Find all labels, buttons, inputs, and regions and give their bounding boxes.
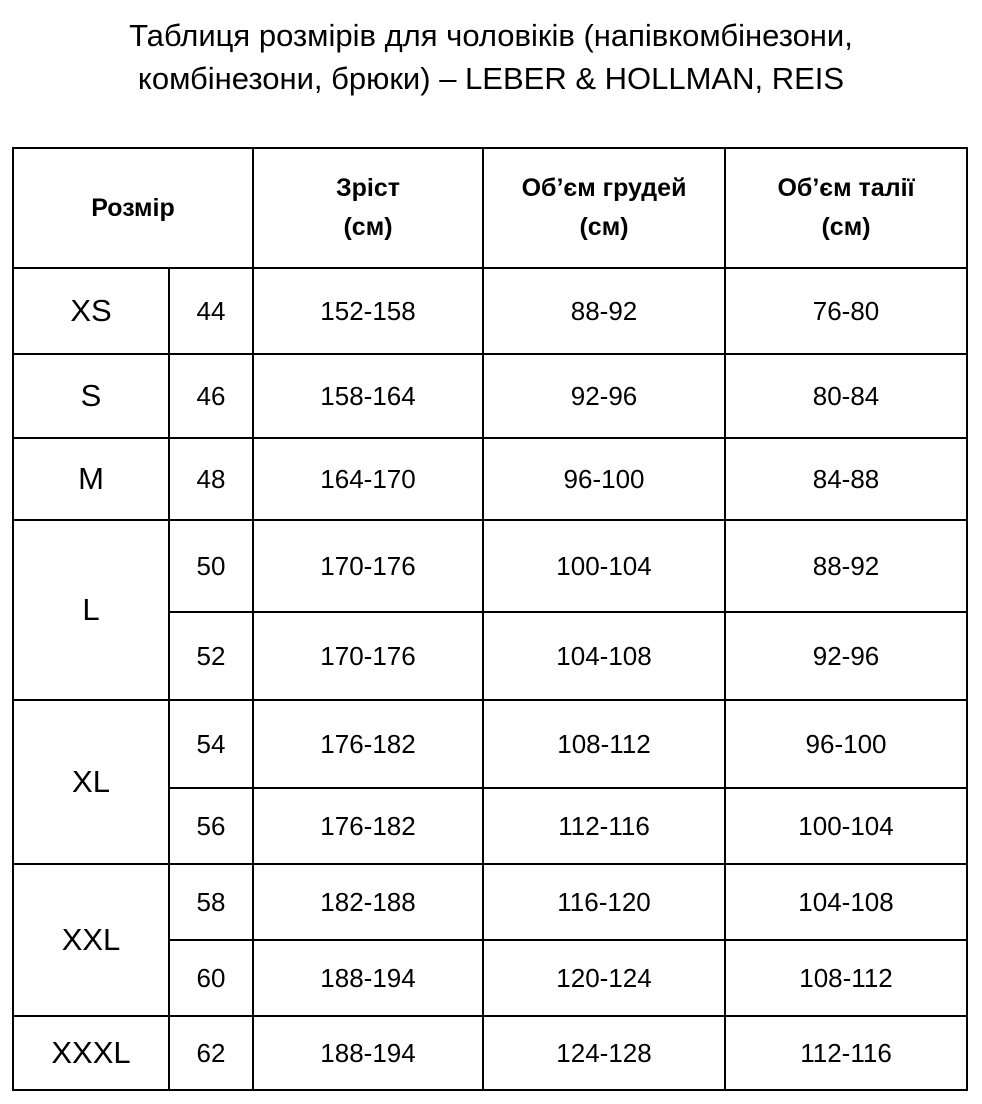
- size-letter-cell: XL: [13, 700, 169, 864]
- size-letter-cell: L: [13, 520, 169, 700]
- size-number-cell: 46: [169, 354, 253, 438]
- size-letter-cell: XS: [13, 268, 169, 354]
- header-waist-unit: (см): [821, 213, 871, 241]
- height-cell: 152-158: [253, 268, 483, 354]
- waist-cell: 92-96: [725, 612, 967, 700]
- table-row: [13, 864, 967, 940]
- chest-cell: 108-112: [483, 700, 725, 788]
- header-chest: [483, 148, 725, 268]
- header-height-unit: (см): [343, 213, 393, 241]
- size-number-cell: 58: [169, 864, 253, 940]
- chest-cell: 120-124: [483, 940, 725, 1016]
- size-letter-cell: S: [13, 354, 169, 438]
- waist-cell: 76-80: [725, 268, 967, 354]
- waist-cell: 80-84: [725, 354, 967, 438]
- height-cell: 182-188: [253, 864, 483, 940]
- chest-cell: 100-104: [483, 520, 725, 612]
- header-row: [13, 148, 967, 268]
- table-row: [13, 354, 967, 438]
- chest-cell: 124-128: [483, 1016, 725, 1090]
- chest-cell: 88-92: [483, 268, 725, 354]
- height-cell: 164-170: [253, 438, 483, 520]
- height-cell: 188-194: [253, 940, 483, 1016]
- table-row: [13, 1016, 967, 1090]
- size-letter-cell: XXL: [13, 864, 169, 1016]
- chest-cell: 116-120: [483, 864, 725, 940]
- height-cell: 170-176: [253, 612, 483, 700]
- size-number-cell: 50: [169, 520, 253, 612]
- size-letter-cell: XXXL: [13, 1016, 169, 1090]
- size-number-cell: 48: [169, 438, 253, 520]
- header-height-label: Зріст: [336, 174, 401, 202]
- height-cell: 170-176: [253, 520, 483, 612]
- waist-cell: 104-108: [725, 864, 967, 940]
- height-cell: 188-194: [253, 1016, 483, 1090]
- size-number-cell: 62: [169, 1016, 253, 1090]
- waist-cell: 96-100: [725, 700, 967, 788]
- height-cell: 176-182: [253, 788, 483, 864]
- waist-cell: 108-112: [725, 940, 967, 1016]
- header-chest-unit: (см): [579, 213, 629, 241]
- chest-cell: 104-108: [483, 612, 725, 700]
- header-waist-label: Об’єм талії: [777, 174, 915, 202]
- waist-cell: 100-104: [725, 788, 967, 864]
- header-height: [253, 148, 483, 268]
- header-waist: [725, 148, 967, 268]
- table-row: [13, 268, 967, 354]
- title-line-1: Таблиця розмірів для чоловіків (напівкомбінезони,: [129, 18, 853, 53]
- chest-cell: 112-116: [483, 788, 725, 864]
- height-cell: 176-182: [253, 700, 483, 788]
- waist-cell: 88-92: [725, 520, 967, 612]
- chest-cell: 92-96: [483, 354, 725, 438]
- size-number-cell: 44: [169, 268, 253, 354]
- table-row: [13, 520, 967, 612]
- page-title: [0, 14, 982, 100]
- size-number-cell: 54: [169, 700, 253, 788]
- size-letter-cell: M: [13, 438, 169, 520]
- size-chart-table: [12, 147, 968, 1091]
- size-number-cell: 56: [169, 788, 253, 864]
- chest-cell: 96-100: [483, 438, 725, 520]
- size-number-cell: 60: [169, 940, 253, 1016]
- waist-cell: 112-116: [725, 1016, 967, 1090]
- height-cell: 158-164: [253, 354, 483, 438]
- table-row: [13, 700, 967, 788]
- table-row: [13, 438, 967, 520]
- title-line-2: комбінезони, брюки) – LEBER & HOLLMAN, REIS: [137, 61, 845, 96]
- header-chest-label: Об’єм грудей: [521, 174, 687, 202]
- waist-cell: 84-88: [725, 438, 967, 520]
- header-size: Розмір: [13, 148, 253, 268]
- size-number-cell: 52: [169, 612, 253, 700]
